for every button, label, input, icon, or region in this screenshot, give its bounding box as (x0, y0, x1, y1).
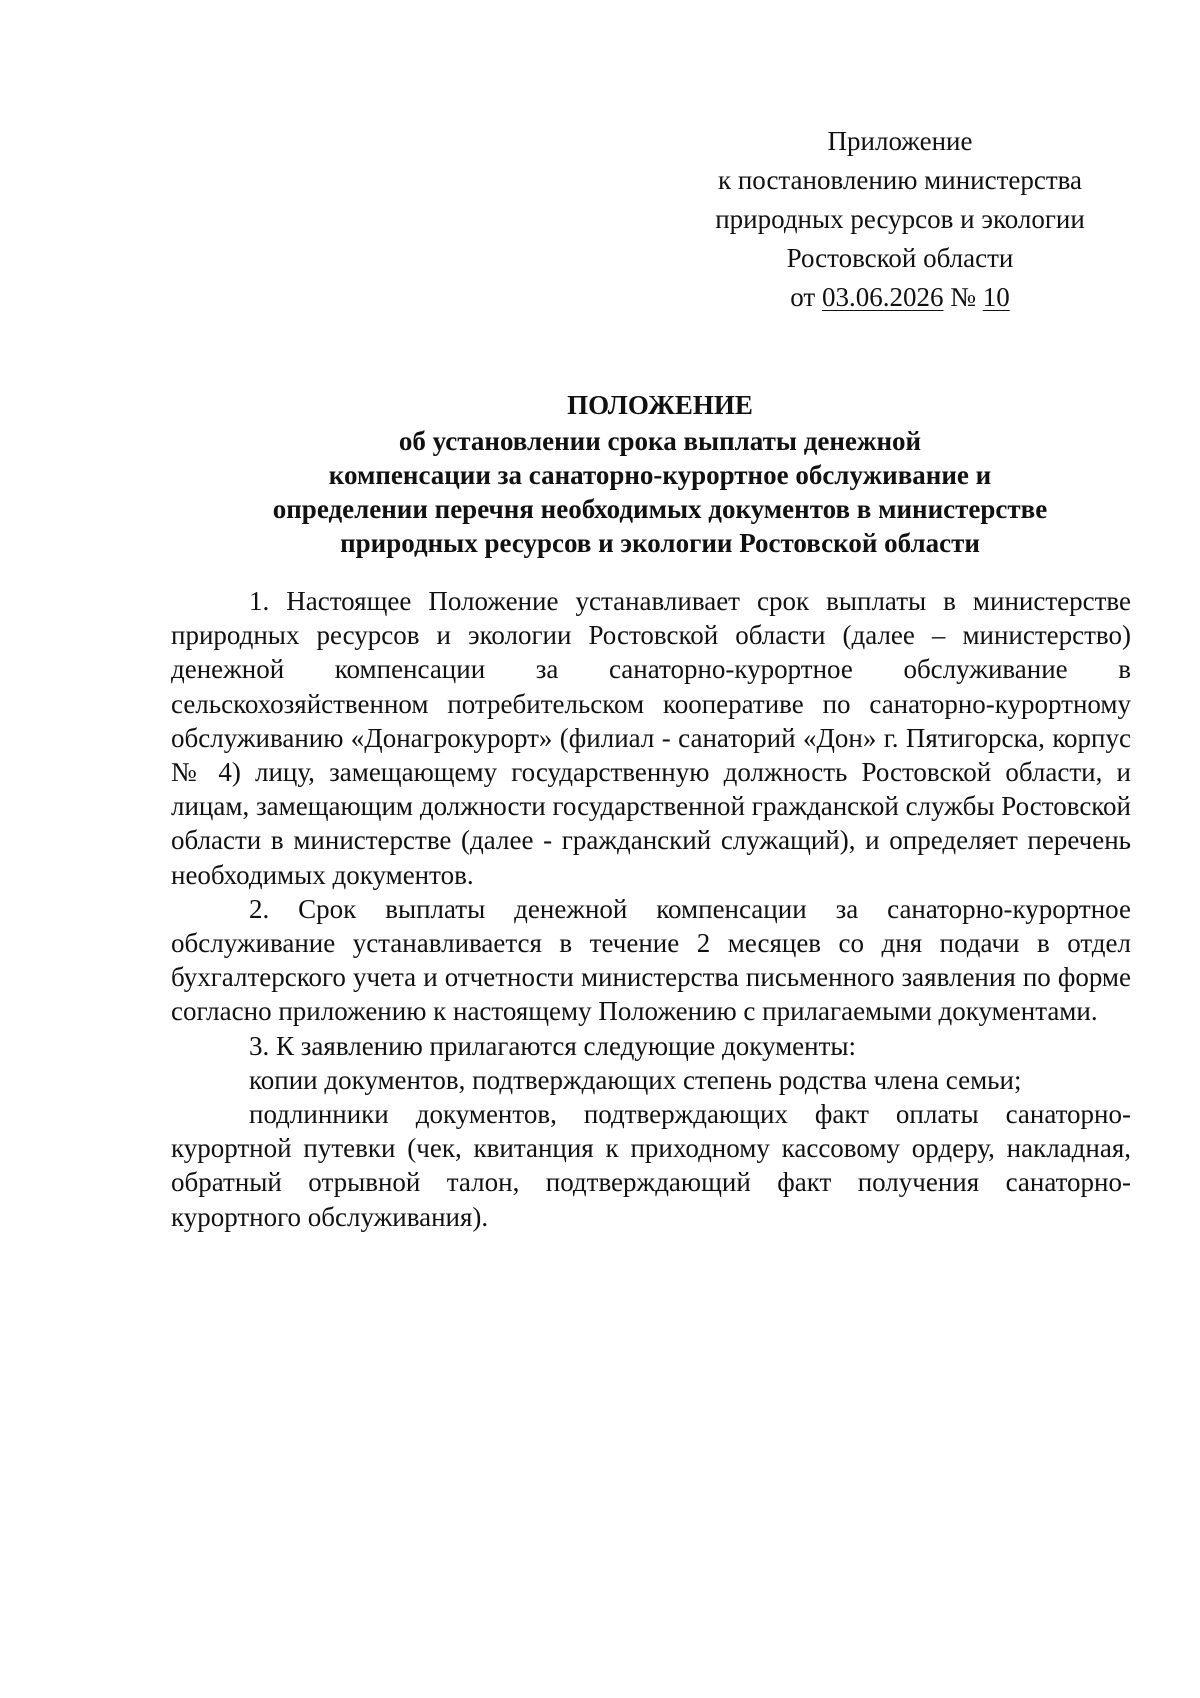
resolution-date: 03.06.2026 (821, 282, 944, 312)
number-prefix: № (943, 282, 983, 312)
attachment-date-number (680, 278, 1120, 317)
document-body (171, 584, 1131, 1234)
attachment-line-resolution: к постановлению министерства (717, 165, 1083, 195)
date-prefix: от (790, 282, 822, 312)
document-subtitle-line-4: природных ресурсов и экологии Ростовской области (340, 528, 980, 558)
document-title: ПОЛОЖЕНИЕ (567, 390, 753, 420)
attachment-line-ministry: природных ресурсов и экологии (715, 204, 1085, 234)
paragraph-5: подлинники документов, подтверждающих факт оплаты санаторно-курортной путевки (чек, квитанция к приходному кассовому ордеру, накладная, обратный отрывной талон, подтверждающий факт получения санаторно-курортного обслуживания). (171, 1099, 1131, 1232)
document-title-block (220, 388, 1100, 560)
paragraph-1: 1. Настоящее Положение устанавливает срок выплаты в министерстве природных ресурсов и экологии Ростовской области (далее – министерство) денежной компенсации за санаторно-курортное обслуживание в сельскохозяйственном потребительском кооперативе по санаторно-курортному обслуживанию «Донагрокурорт» (филиал - санаторий «Дон» г. Пятигорска, корпус № 4) лицу, замещающему государственную должность Ростовской области, и лицам, замещающим должности государственной гражданской службы Ростовской области в министерстве (далее - гражданский служащий), и определяет перечень необходимых документов. (171, 586, 1131, 890)
attachment-line-region: Ростовской области (786, 243, 1014, 273)
document-subtitle-line-3: определении перечня необходимых документов в министерстве (272, 494, 1048, 524)
document-subtitle-line-1: об установлении срока выплаты денежной (398, 426, 922, 456)
document-subtitle-line-2: компенсации за санаторно-курортное обслуживание и (328, 460, 992, 490)
paragraph-3: 3. К заявлению прилагаются следующие документы: (249, 1030, 857, 1061)
paragraph-4: копии документов, подтверждающих степень родства члена семьи; (249, 1064, 1022, 1095)
attachment-header (680, 122, 1120, 317)
resolution-number: 10 (982, 282, 1010, 312)
paragraph-2: 2. Срок выплаты денежной компенсации за санаторно-курортное обслуживание устанавливается в течение 2 месяцев со дня подачи в отдел бухгалтерского учета и отчетности министерства письменного заявления по форме согласно приложению к настоящему Положению с прилагаемыми документами. (171, 893, 1131, 1027)
attachment-title: Приложение (827, 126, 973, 156)
